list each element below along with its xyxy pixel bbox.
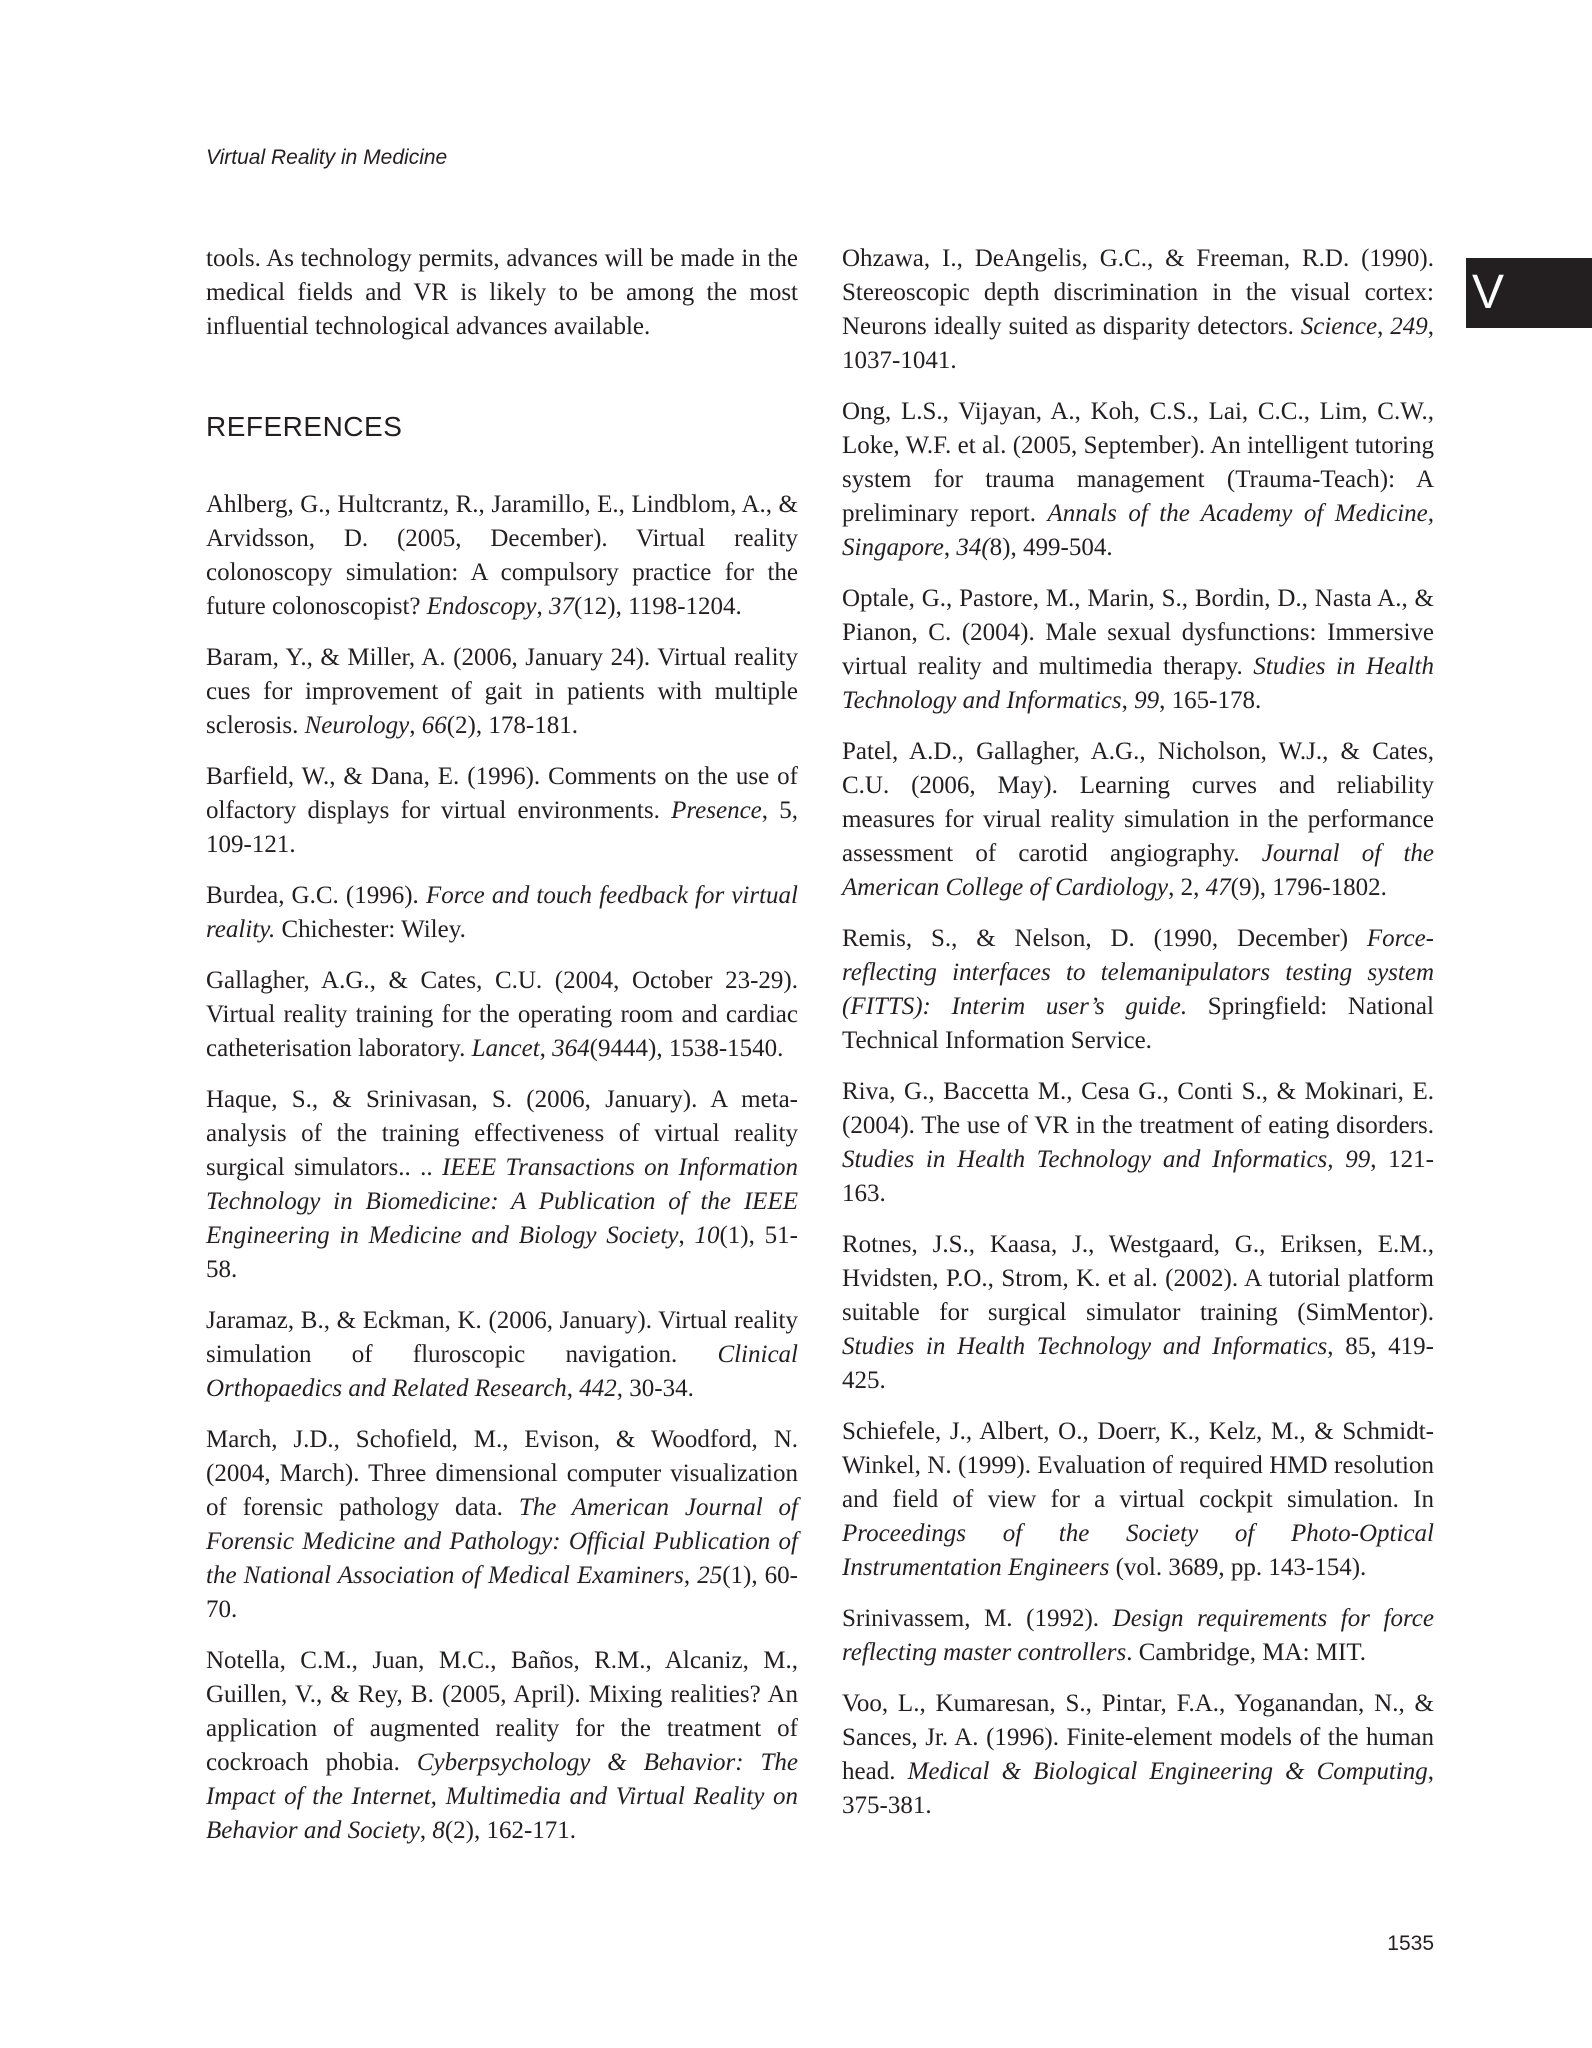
reference-entry: Haque, S., & Srinivasan, S. (2006, January). A meta-analysis of the training effectiveness of virtual reality surgical simulators.. .. IEEE Transactions on Information Technology in Biomedicine: A Publication of the IEEE Engineering in Medicine and Biology Society, 10(1), 51-58. [206, 1086, 799, 1283]
reference-entry: Ong, L.S., Vijayan, A., Koh, C.S., Lai, C.C., Lim, C.W., Loke, W.F. et al. (2005, September). An intelligent tutoring system for trauma management (Trauma-Teach): A preliminary report. Annals of the Academy of Medicine, Singapore, 34(8), 499-504. [842, 398, 1434, 561]
reference-entry: Jaramaz, B., & Eckman, K. (2006, January). Virtual reality simulation of fluroscopic navigation. Clinical Orthopaedics and Related Research, 442, 30-34. [206, 1307, 798, 1402]
running-head: Virtual Reality in Medicine [206, 146, 448, 169]
right-column [842, 242, 1434, 1840]
left-column [206, 242, 798, 1865]
reference-entry: Schiefele, J., Albert, O., Doerr, K., Kelz, M., & Schmidt-Winkel, N. (1999). Evaluation of required HMD resolution and field of view for a virtual cockpit simulation. In Proceedings of the Society of Photo-Optical Instrumentation Engineers (vol. 3689, pp. 143-154). [842, 1418, 1434, 1581]
reference-entry: Srinivassem, M. (1992). Design requirements for force reflecting master controllers. Cambridge, MA: MIT. [842, 1605, 1434, 1666]
reference-entry: Optale, G., Pastore, M., Marin, S., Bordin, D., Nasta A., & Pianon, C. (2004). Male sexual dysfunctions: Immersive virtual reality and multimedia therapy. Studies in Health Technology and Informatics, 99, 165-178. [842, 585, 1434, 714]
reference-entry: March, J.D., Schofield, M., Evison, & Woodford, N. (2004, March). Three dimensional computer visualization of forensic pathology data. The American Journal of Forensic Medicine and Pathology: Official Publication of the National Association of Medical Examiners, 25(1), 60-70. [206, 1426, 799, 1623]
page-number: 1535 [1387, 1932, 1434, 1955]
reference-entry: Gallagher, A.G., & Cates, C.U. (2004, October 23-29). Virtual reality training for the operating room and cardiac catheterisation laboratory. Lancet, 364(9444), 1538-1540. [206, 967, 798, 1062]
reference-entry: Voo, L., Kumaresan, S., Pintar, F.A., Yoganandan, N., & Sances, Jr. A. (1996). Finite-element models of the human head. Medical & Biological Engineering & Computing, 375-381. [842, 1690, 1435, 1819]
reference-entry: Barfield, W., & Dana, E. (1996). Comments on the use of olfactory displays for virtual environments. Presence, 5, 109-121. [206, 763, 798, 858]
reference-entry: Notella, C.M., Juan, M.C., Baños, R.M., Alcaniz, M., Guillen, V., & Rey, B. (2005, April). Mixing realities? An application of augmented reality for the treatment of cockroach phobia. Cyberpsychology & Behavior: The Impact of the Internet, Multimedia and Virtual Reality on Behavior and Society, 8(2), 162-171. [206, 1647, 798, 1844]
reference-entry: Riva, G., Baccetta M., Cesa G., Conti S., & Mokinari, E. (2004). The use of VR in the treatment of eating disorders. Studies in Health Technology and Informatics, 99, 121-163. [842, 1078, 1435, 1207]
intro-paragraph: tools. As technology permits, advances will be made in the medical fields and VR is likely to be among the most influential technological advances available. [206, 245, 798, 340]
reference-entry: Ahlberg, G., Hultcrantz, R., Jaramillo, E., Lindblom, A., & Arvidsson, D. (2005, December). Virtual reality colonoscopy simulation: A compulsory practice for the future colonoscopist? Endoscopy, 37(12), 1198-1204. [206, 491, 798, 620]
reference-entry: Rotnes, J.S., Kaasa, J., Westgaard, G., Eriksen, E.M., Hvidsten, P.O., Strom, K. et al. (2002). A tutorial platform suitable for surgical simulator training (SimMentor). Studies in Health Technology and Informatics, 85, 419-425. [842, 1231, 1434, 1394]
reference-entry: Patel, A.D., Gallagher, A.G., Nicholson, W.J., & Cates, C.U. (2006, May). Learning curves and reliability measures for virual reality simulation in the performance assessment of carotid angiography. Journal of the American College of Cardiology, 2, 47(9), 1796-1802. [842, 738, 1434, 901]
reference-entry: Ohzawa, I., DeAngelis, G.C., & Freeman, R.D. (1990). Stereoscopic depth discrimination in the visual cortex: Neurons ideally suited as disparity detectors. Science, 249, 1037-1041. [842, 245, 1435, 374]
references-heading: REFERENCES [206, 411, 403, 442]
reference-entry: Remis, S., & Nelson, D. (1990, December) Force-reflecting interfaces to telemanipulators testing system (FITTS): Interim user’s guide. Springfield: National Technical Information Service. [842, 925, 1434, 1054]
section-tab: V [1466, 258, 1592, 328]
reference-entry: Burdea, G.C. (1996). Force and touch feedback for virtual reality. Chichester: Wiley. [206, 882, 798, 943]
reference-entry: Baram, Y., & Miller, A. (2006, January 24). Virtual reality cues for improvement of gait in patients with multiple sclerosis. Neurology, 66(2), 178-181. [206, 644, 798, 739]
